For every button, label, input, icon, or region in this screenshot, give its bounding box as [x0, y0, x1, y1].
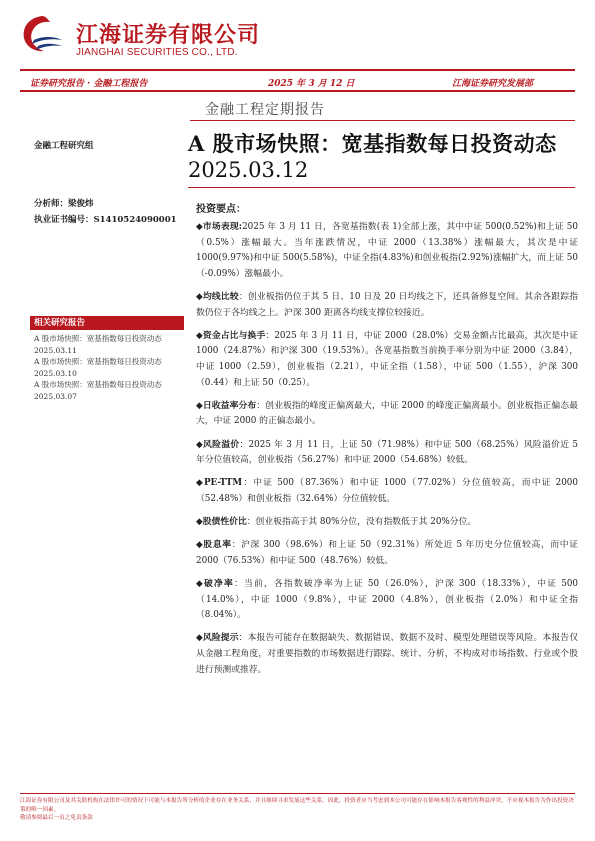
footer-disclaimer: [20, 797, 575, 823]
analyst-name: 分析师：梁俊炜: [34, 199, 94, 209]
related-report-title: A 股市场快照：宽基指数每日投资动态: [34, 357, 162, 366]
company-name-en: JIANGHAI SECURITIES CO., LTD.: [76, 47, 238, 58]
key-point-label: ◆破净率: [196, 579, 234, 590]
key-point-label: ◆风险溢价: [196, 439, 240, 450]
report-type-rule: [190, 120, 575, 121]
key-point-risk-warning: [196, 631, 578, 678]
key-points-heading: 投资要点：: [196, 204, 246, 215]
company-name-cn: 江海证券有限公司: [76, 22, 261, 48]
key-point-label: ◆资金占比与换手: [196, 330, 266, 341]
key-point-below-book: [196, 577, 578, 624]
report-date: 2025 年 3 月 12 日: [268, 79, 355, 89]
key-point-return-distribution: [196, 399, 578, 430]
related-report-item[interactable]: [34, 356, 184, 379]
key-point-text: ：中证 500（87.36%）和中证 1000（77.02%）分位值较高，而中证 2000（52.48%）和创业板指（32.64%）分位值较低。: [196, 478, 578, 504]
related-report-date: 2025.03.10: [34, 368, 77, 378]
key-point-turnover: [196, 329, 578, 391]
key-point-label: ◆股债性价比: [196, 517, 247, 528]
key-point-market-performance: [196, 220, 578, 282]
key-point-equity-bond: [196, 515, 578, 531]
key-point-text: 2025 年 3 月 11 日，各宽基指数(表 1)全部上涨，其中中证 500(0.52%)和上证 50（0.5%）涨幅最大。当年涨跌情况，中证 2000（13.38%）涨幅最大，其次是中证 1000(9.97%)和中证 500(5.58%)，中证全指(4.83%)和创业板指(2.92%)涨幅扩大，而上证 50（-0.09%）涨幅最小。: [196, 222, 579, 279]
related-reports-heading: 相关研究报告: [30, 316, 184, 330]
related-report-item[interactable]: [34, 333, 184, 356]
page-title: A 股市场快照：宽基指数每日投资动态: [188, 131, 557, 156]
key-points-body: [196, 220, 578, 686]
related-report-date: 2025.03.07: [34, 391, 77, 401]
related-reports-list: [34, 333, 184, 402]
key-point-label: ◆日收益率分布: [196, 400, 257, 411]
disclaimer-text: 江海证券有限公司及其关联机构在法律许可的情况下可能与本报告所分析的企业存在业务关系，并且继续寻求发展这些关系。因此，投资者应当考虑到本公司可能存在影响本报告客观性的利益冲突，不应视本报告为作出投资决策的唯一因素。: [20, 798, 574, 813]
disclaimer-note: 敬请参阅最后一页之免责条款: [20, 815, 93, 822]
key-point-text: ：创业板指仍位于其 5 日、10 日及 20 日均线之下，还具备修复空间。其余各跟踪指数仍位于各均线之上。沪深 300 距离各均线支撑位较接近。: [196, 291, 579, 318]
key-point-pe-ttm: [196, 476, 578, 507]
key-point-text: ：2025 年 3 月 11 日，中证 2000（28.0%）交易金额占比最高，其次是中证 1000（24.87%）和沪深 300（19.53%）。各宽基指数当前换手率分别为中证 2000（3.84），中证 1000（2.59），创业板指（2.21），中证全指（1.58），中证 500（1.55），沪深 300（0.44）和上证 50（0.25）。: [196, 330, 578, 388]
department-name: 江海证券研究发展部: [452, 79, 534, 89]
key-point-text: ：沪深 300（98.6%）和上证 50（92.31%）所处近 5 年历史分位值较高，而中证 2000（76.53%）和中证 500（48.76%）较低。: [196, 540, 579, 566]
related-report-title: A 股市场快照：宽基指数每日投资动态: [34, 380, 162, 389]
key-point-text: ：当前，各指数破净率为上证 50（26.0%），沪深 300（18.33%），中证 500（14.0%），中证 1000（9.8%），中证 2000（4.8%），创业板指（2.0%）和中证全指（8.04%）。: [196, 579, 579, 621]
key-point-label: ◆股息率: [196, 540, 232, 551]
research-group: 金融工程研究组: [34, 141, 94, 151]
related-report-item[interactable]: [34, 379, 184, 402]
key-point-dividend-yield: [196, 538, 578, 569]
key-point-risk-premium: [196, 438, 578, 469]
title-rule: [188, 187, 575, 188]
key-point-label: ◆市场表现:: [196, 222, 243, 232]
report-type: 金融工程定期报告: [205, 102, 325, 118]
key-point-moving-average: [196, 290, 578, 321]
related-report-date: 2025.03.11: [34, 345, 77, 355]
key-point-label: ◆风险提示: [196, 633, 239, 644]
report-category: 证券研究报告 · 金融工程报告: [30, 79, 148, 89]
certificate-number: 执业证书编号：S1410524090001: [34, 215, 177, 225]
key-point-text: ：创业板指的峰度正偏离最大，中证 2000 的峰度正偏离最小。创业板指正偏态最大，中证 2000 的正偏态最小。: [196, 400, 579, 427]
key-point-text: ：创业板指高于其 80%分位，没有指数低于其 20%分位。: [246, 517, 477, 528]
header-divider: [20, 90, 575, 92]
related-report-title: A 股市场快照：宽基指数每日投资动态: [34, 334, 162, 343]
key-point-label: ◆均线比较: [196, 291, 239, 302]
footer-rule: [20, 793, 575, 794]
key-point-text: ：本报告可能存在数据缺失、数据错误、数据不及时、模型处理错误等风险。本报告仅从金融工程角度，对重要指数的市场数据进行跟踪、统计、分析，不构成对市场指数、行业或个股进行预测或推荐。: [196, 633, 578, 675]
key-point-label: ◆PE-TTM: [196, 478, 243, 489]
company-logo-icon: [20, 14, 64, 54]
page-title-date: 2025.03.12: [188, 158, 309, 182]
header-rule: [20, 69, 575, 71]
key-point-text: ：2025 年 3 月 11 日，上证 50（71.98%）和中证 500（68.25%）风险溢价近 5 年分位值较高，创业板指（56.27%）和中证 2000（54.68%）较低。: [196, 439, 578, 466]
